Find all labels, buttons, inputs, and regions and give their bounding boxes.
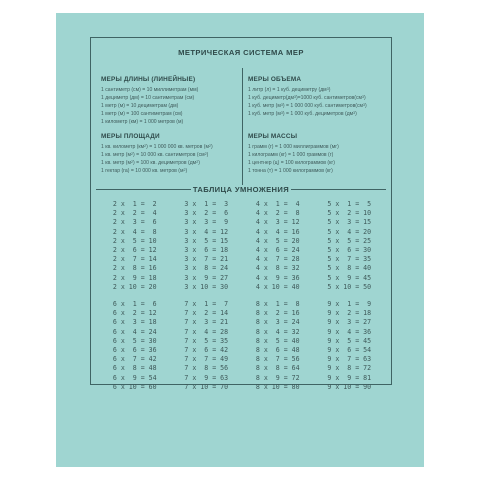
mult-row: 5 x 1 = 5	[327, 200, 372, 208]
mult-row: 2 x 7 = 14	[112, 255, 157, 264]
mult-row: 9 x 3 = 27	[327, 318, 372, 327]
mult-row: 4 x 7 = 28	[255, 255, 300, 264]
mult-block-6	[99, 300, 171, 392]
mult-row: 3 x 5 = 15	[184, 236, 229, 245]
reference-frame	[90, 37, 392, 391]
mult-row: 5 x 4 = 20	[327, 227, 372, 236]
mult-row: 9 x 2 = 18	[327, 309, 372, 318]
section-area	[101, 133, 213, 176]
mult-row: 5 x 3 = 15	[327, 218, 372, 227]
mult-row: 9 x 7 = 63	[327, 355, 372, 364]
measure-line: 1 грамм (г) = 1 000 миллиграммов (мг)	[248, 144, 339, 150]
mult-row: 3 x 10 = 30	[184, 282, 229, 291]
measure-line: 1 кв. метр $(м^2) = 100$ кв. дециметров $(дм^2)$	[101, 159, 200, 166]
mult-row: 5 x 7 = 35	[327, 255, 372, 264]
mult-row: 3 x 4 = 12	[184, 227, 229, 236]
mult-row: 4 x 10 = 40	[255, 282, 300, 291]
mult-row: 4 x 1 = 4	[255, 200, 300, 208]
mult-row: 7 x 8 = 56	[184, 364, 229, 373]
mult-row: 8 x 3 = 24	[255, 318, 300, 327]
mult-block-2	[99, 200, 171, 292]
mult-row: 9 x 9 = 81	[327, 373, 372, 382]
mult-row: 8 x 5 = 40	[255, 336, 300, 345]
mult-row: 6 x 7 = 42	[112, 355, 157, 364]
mult-block-3	[171, 200, 243, 292]
mult-block-5	[314, 200, 386, 292]
measure-line: 1 гектар (га) = 10 000 кв. метров $(м^2)$	[101, 167, 188, 174]
mult-block-7	[171, 300, 243, 392]
mult-row: 9 x 10 = 90	[327, 382, 372, 391]
mult-row: 8 x 4 = 32	[255, 327, 300, 336]
mult-row: 7 x 3 = 21	[184, 318, 229, 327]
mult-row: 3 x 2 = 6	[184, 209, 229, 218]
mult-row: 8 x 10 = 80	[255, 382, 300, 391]
mult-row: 7 x 10 = 70	[184, 382, 229, 391]
mult-row: 3 x 6 = 18	[184, 246, 229, 255]
measure-line: 1 метр (м) = 10 дециметрам (дм)	[101, 102, 179, 109]
section-heading: МЕРЫ МАССЫ	[248, 133, 298, 140]
measure-line: 1 куб. метр $(м^3) = 1$ 000 куб. дециметров $(дм^3)$	[248, 110, 357, 117]
mult-row: 4 x 2 = 8	[255, 209, 300, 218]
mult-row: 3 x 8 = 24	[184, 264, 229, 273]
mult-row: 6 x 2 = 12	[112, 309, 157, 318]
mult-row: 7 x 9 = 63	[184, 373, 229, 382]
page-title: МЕТРИЧЕСКАЯ СИСТЕМА МЕР	[178, 48, 304, 57]
mult-row: 8 x 6 = 48	[255, 346, 300, 355]
mult-row: 2 x 2 = 4	[112, 209, 157, 218]
mult-row: 3 x 1 = 3	[184, 200, 229, 208]
section-length	[101, 76, 198, 127]
mult-row: 5 x 2 = 10	[327, 209, 372, 218]
measure-line: 1 метр (м) = 100 сантиметрам (см)	[101, 110, 183, 117]
mult-row: 9 x 4 = 36	[327, 327, 372, 336]
mult-row: 5 x 6 = 30	[327, 246, 372, 255]
mult-block-8	[242, 300, 314, 392]
mult-row: 4 x 8 = 32	[255, 264, 300, 273]
mult-row: 3 x 9 = 27	[184, 273, 229, 282]
measure-line: 1 кв. километр $(км^2) = 1$ 000 000 кв. метров $(м^2)$	[101, 144, 213, 150]
mult-row: 9 x 5 = 45	[327, 336, 372, 345]
multiplication-title: ТАБЛИЦА УМНОЖЕНИЯ	[192, 185, 290, 194]
mult-row: 7 x 7 = 49	[184, 355, 229, 364]
notebook-cover	[56, 13, 424, 467]
mult-block-9	[314, 300, 386, 392]
mult-row: 6 x 3 = 18	[112, 318, 157, 327]
section-heading: МЕРЫ ПЛОЩАДИ	[101, 133, 160, 140]
mult-row: 4 x 3 = 12	[255, 218, 300, 227]
mult-row: 2 x 10 = 20	[112, 282, 157, 291]
mult-row: 4 x 4 = 16	[255, 227, 300, 236]
vertical-divider	[242, 68, 243, 190]
mult-row: 6 x 6 = 36	[112, 346, 157, 355]
mult-row: 3 x 3 = 9	[184, 218, 229, 227]
measure-line: 1 центнер (ц) = 100 килограммов (кг)	[248, 159, 335, 166]
mult-row: 4 x 5 = 20	[255, 236, 300, 245]
mult-row: 6 x 9 = 54	[112, 373, 157, 382]
mult-row: 5 x 10 = 50	[327, 282, 372, 291]
multiplication-table	[99, 200, 385, 392]
mult-row: 6 x 1 = 6	[112, 300, 157, 309]
mult-row: 3 x 7 = 21	[184, 255, 229, 264]
mult-row: 7 x 4 = 28	[184, 327, 229, 336]
mult-row: 9 x 1 = 9	[327, 300, 372, 309]
mult-row: 2 x 9 = 18	[112, 273, 157, 282]
measure-line: 1 куб. метр $(м^3) = 1$ 000 000 куб. $сантиметров(см^3)$	[248, 102, 367, 109]
mult-row: 8 x 8 = 64	[255, 364, 300, 373]
mult-row: 7 x 2 = 14	[184, 309, 229, 318]
mult-row: 2 x 3 = 6	[112, 218, 157, 227]
mult-row: 5 x 5 = 25	[327, 236, 372, 245]
mult-row: 2 x 4 = 8	[112, 227, 157, 236]
mult-row: 8 x 2 = 16	[255, 309, 300, 318]
mult-row: 6 x 8 = 48	[112, 364, 157, 373]
mult-row: 9 x 6 = 54	[327, 346, 372, 355]
mult-row: 4 x 6 = 24	[255, 246, 300, 255]
mult-row: 6 x 5 = 30	[112, 336, 157, 345]
section-mass	[248, 133, 339, 176]
mult-row: 4 x 9 = 36	[255, 273, 300, 282]
mult-row: 7 x 6 = 42	[184, 346, 229, 355]
section-heading: МЕРЫ ДЛИНЫ (ЛИНЕЙНЫЕ)	[101, 76, 196, 83]
mult-row: 7 x 1 = 7	[184, 300, 229, 309]
measure-line: 1 куб. $дециметр(дм^3)=1000$ куб. $сантиметров(см^3)$	[248, 94, 366, 101]
measure-line: 1 килограмм (кг) = 1 000 граммов (г)	[248, 151, 334, 158]
mult-row: 8 x 7 = 56	[255, 355, 300, 364]
mult-row: 2 x 1 = 2	[112, 200, 157, 208]
mult-row: 8 x 1 = 8	[255, 300, 300, 309]
measure-line: 1 сантиметр (см) = 10 миллиметрам (мм)	[101, 87, 199, 93]
mult-row: 7 x 5 = 35	[184, 336, 229, 345]
section-heading: МЕРЫ ОБЪЕМА	[248, 76, 302, 83]
mult-row: 2 x 8 = 16	[112, 264, 157, 273]
mult-block-4	[242, 200, 314, 292]
section-volume	[248, 76, 367, 119]
mult-row: 6 x 10 = 60	[112, 382, 157, 391]
mult-row: 6 x 4 = 24	[112, 327, 157, 336]
mult-row: 8 x 9 = 72	[255, 373, 300, 382]
measure-line: 1 тонна (т) = 1 000 килограммов (кг)	[248, 167, 333, 174]
measure-line: 1 километр (км) = 1 000 метров (м)	[101, 118, 184, 125]
mult-row: 9 x 8 = 72	[327, 364, 372, 373]
mult-row: 5 x 8 = 40	[327, 264, 372, 273]
mult-row: 2 x 6 = 12	[112, 246, 157, 255]
measure-line: 1 дециметр (дм) = 10 сантиметрам (см)	[101, 94, 195, 101]
measure-line: 1 литр (л) = 1 куб. дециметру $(дм^3)$	[248, 87, 331, 93]
mult-row: 2 x 5 = 10	[112, 236, 157, 245]
measure-line: 1 кв. метр $(м^2) = 10$ 000 кв. сантиметров $(см^2)$	[101, 151, 209, 158]
mult-row: 5 x 9 = 45	[327, 273, 372, 282]
